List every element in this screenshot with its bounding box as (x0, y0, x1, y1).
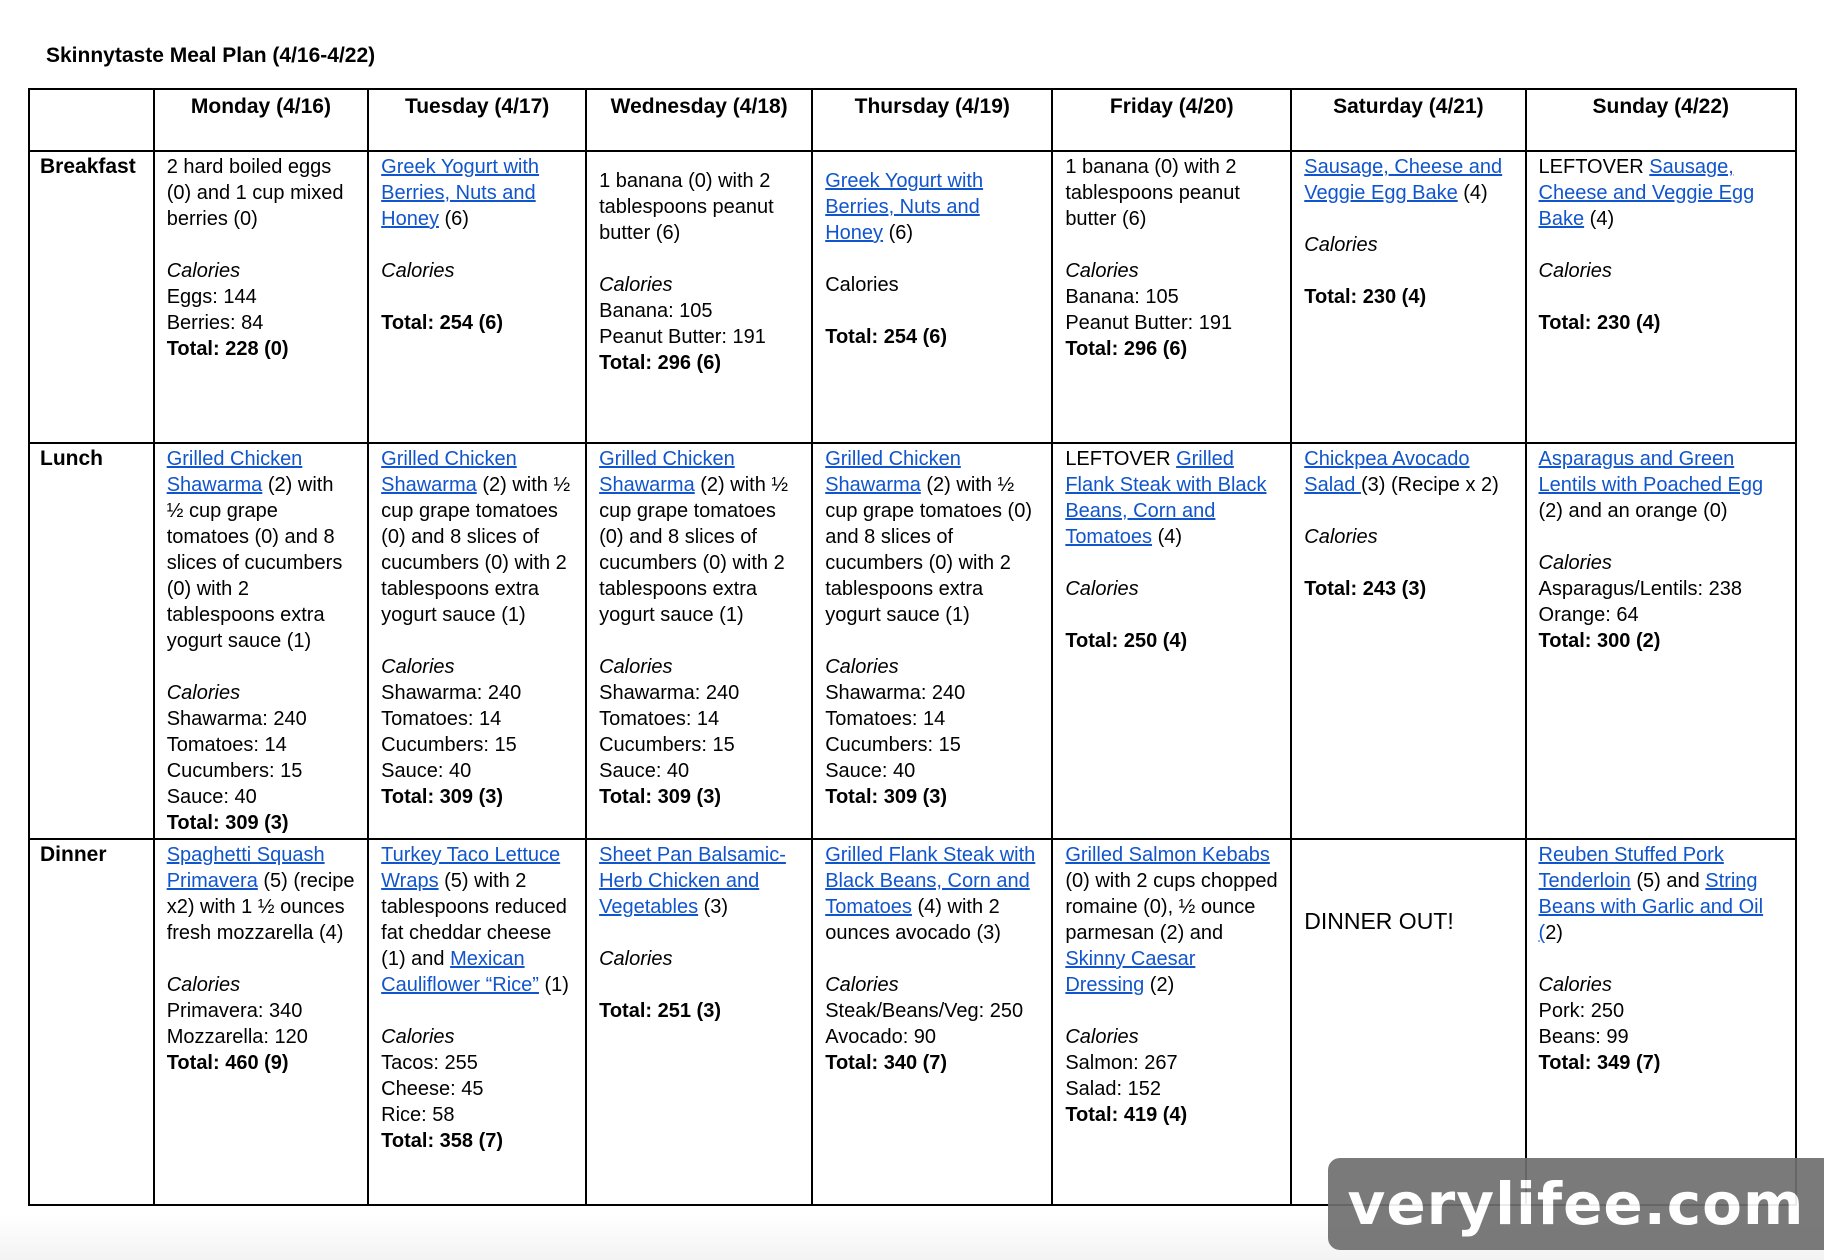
calories-heading: Calories (1304, 526, 1378, 548)
day-header: Tuesday (4/17) (368, 89, 586, 151)
meal-description (1539, 154, 1783, 232)
recipe-link[interactable]: Grilled Salmon Kebabs (1065, 844, 1270, 866)
meal-content (599, 842, 799, 1024)
description-text: (3) (Recipe x 2) (1360, 474, 1499, 496)
calorie-item: Sauce: 40 (599, 760, 690, 782)
spacer (167, 232, 355, 258)
meal-description (599, 446, 799, 628)
spacer (381, 284, 573, 310)
description-text: LEFTOVER (1538, 156, 1650, 178)
recipe-link[interactable]: Greek Yogurt with Berries, Nuts and Honey (381, 156, 540, 230)
description-text: (1) (538, 974, 569, 996)
calorie-item: Tomatoes: 14 (381, 708, 502, 730)
meal-cell (812, 151, 1052, 443)
meal-description (381, 842, 573, 998)
meal-content (1539, 154, 1783, 336)
description-text: 2) (1545, 922, 1563, 944)
spacer (825, 246, 1039, 272)
meal-content (599, 446, 799, 810)
meal-description (1065, 154, 1278, 232)
calories-heading: Calories (381, 260, 455, 282)
meal-content (1304, 446, 1512, 602)
calorie-item: Peanut Butter: 191 (599, 326, 766, 348)
description-text: (2) with ½ cup grape tomatoes (0) and 8 slices of cucumbers (0) with 2 tablespoons extra yogurt sauce (1) (599, 474, 789, 626)
lunch-row (29, 443, 1796, 839)
spacer (1065, 998, 1278, 1024)
meal-content (381, 446, 573, 810)
spacer (599, 246, 799, 272)
calorie-item: Rice: 58 (381, 1104, 455, 1126)
spacer (825, 946, 1039, 972)
description-text: (4) (1584, 208, 1615, 230)
calorie-item: Cheese: 45 (381, 1078, 484, 1100)
breakfast-row (29, 151, 1796, 443)
meal-cell (1052, 839, 1291, 1205)
meal-description (599, 842, 799, 920)
description-text: 1 banana (0) with 2 tablespoons peanut butter (6) (1065, 156, 1240, 230)
description-text: (4) with 2 ounces avocado (3) (825, 896, 1001, 944)
calorie-item: Orange: 64 (1538, 604, 1639, 626)
recipe-link[interactable]: Chickpea Avocado Salad (1304, 448, 1470, 496)
calorie-item: Tomatoes: 14 (166, 734, 287, 756)
recipe-link[interactable]: Sausage, Cheese and Veggie Egg Bake (1304, 156, 1503, 204)
calorie-total: Total: 296 (6) (1065, 338, 1188, 360)
calorie-item: Sauce: 40 (825, 760, 916, 782)
calorie-item: Cucumbers: 15 (166, 760, 303, 782)
recipe-link[interactable]: Grilled Flank Steak with Black Beans, Corn and Tomatoes (1065, 448, 1267, 548)
recipe-link[interactable]: Sheet Pan Balsamic-Herb Chicken and Vegetables (599, 844, 786, 918)
spacer (167, 654, 355, 680)
description-text: (3) (698, 896, 729, 918)
calories-heading: Calories (825, 974, 899, 996)
meal-content (1304, 154, 1512, 310)
spacer (1304, 258, 1512, 284)
meal-content (381, 154, 573, 336)
calorie-item: Shawarma: 240 (825, 682, 966, 704)
meal-cell (1526, 839, 1796, 1205)
calorie-item: Shawarma: 240 (599, 682, 740, 704)
description-text: (4) (1152, 526, 1183, 548)
meal-cell (1291, 151, 1525, 443)
spacer (1304, 498, 1512, 524)
calories-heading: Calories (166, 974, 241, 996)
meal-description (381, 446, 573, 628)
description-text: 1 banana (0) with 2 tablespoons peanut butter (6) (599, 170, 774, 244)
calorie-item: Tacos: 255 (381, 1052, 478, 1074)
watermark-text: verylifee.com (1347, 1170, 1805, 1238)
meal-cell (1291, 839, 1525, 1205)
recipe-link[interactable]: Grilled Flank Steak with Black Beans, Corn and Tomatoes (825, 844, 1036, 918)
meal-content (825, 842, 1039, 1076)
description-text: LEFTOVER (1065, 448, 1177, 470)
recipe-link[interactable]: Grilled Chicken Shawarma (599, 448, 735, 496)
day-header: Saturday (4/21) (1291, 89, 1525, 151)
calorie-item: Berries: 84 (166, 312, 264, 334)
calorie-total: Total: 358 (7) (381, 1130, 504, 1152)
meal-description (167, 154, 355, 232)
calories-heading: Calories (381, 656, 455, 678)
dinner-row (29, 839, 1796, 1205)
calorie-item: Shawarma: 240 (381, 682, 522, 704)
calorie-item: Beans: 99 (1538, 1026, 1629, 1048)
calorie-item: Banana: 105 (1065, 286, 1179, 308)
meal-plan-table (28, 88, 1797, 1206)
spacer (599, 972, 799, 998)
meal-description (825, 842, 1039, 946)
meal-cell (368, 443, 586, 839)
recipe-link[interactable]: Grilled Chicken Shawarma (825, 448, 961, 496)
meal-description (1539, 842, 1783, 946)
recipe-link[interactable]: Greek Yogurt with Berries, Nuts and Honey (825, 170, 984, 244)
calorie-total: Total: 296 (6) (599, 352, 721, 374)
calorie-total: Total: 228 (0) (166, 338, 289, 360)
calorie-total: Total: 230 (4) (1538, 312, 1661, 334)
meal-cell (368, 151, 586, 443)
day-header: Wednesday (4/18) (586, 89, 812, 151)
description-text: (0) with 2 cups chopped romaine (0), ½ ounce parmesan (2) and (1065, 870, 1278, 944)
calorie-total: Total: 309 (3) (825, 786, 948, 808)
recipe-link[interactable]: ( (1538, 922, 1546, 944)
meal-cell (154, 839, 368, 1205)
spacer (1539, 524, 1783, 550)
calories-heading: Calories (1538, 974, 1612, 996)
recipe-link[interactable]: Grilled Chicken Shawarma (166, 448, 303, 496)
meal-content (825, 446, 1039, 810)
meal-cell (586, 151, 812, 443)
calorie-total: Total: 309 (3) (599, 786, 721, 808)
calories-heading: Calories (825, 656, 899, 678)
recipe-link[interactable]: Sausage, Cheese and Veggie Egg Bake (1538, 156, 1755, 230)
calorie-total: Total: 254 (6) (381, 312, 504, 334)
description-text: (2) with ½ cup grape tomatoes (0) and 8 slices of cucumbers (0) with 2 tablespoons extra yogurt sauce (1) (381, 474, 571, 626)
calorie-item: Steak/Beans/Veg: 250 (825, 1000, 1024, 1022)
calorie-item: Asparagus/Lentils: 238 (1538, 578, 1742, 600)
calorie-item: Cucumbers: 15 (599, 734, 735, 756)
meal-description (1065, 842, 1278, 998)
spacer (1304, 550, 1512, 576)
description-text: (6) (438, 208, 469, 230)
watermark (1328, 1158, 1824, 1250)
meal-content (1539, 446, 1783, 654)
calorie-item: Banana: 105 (599, 300, 713, 322)
calorie-total: Total: 250 (4) (1065, 630, 1188, 652)
calorie-item: Pork: 250 (1538, 1000, 1625, 1022)
meal-content (381, 842, 573, 1154)
meal-description (167, 446, 355, 654)
calorie-item: Salmon: 267 (1065, 1052, 1178, 1074)
day-header: Thursday (4/19) (812, 89, 1052, 151)
recipe-link[interactable]: Mexican Cauliflower “Rice” (381, 948, 539, 996)
calories-heading: Calories (599, 656, 673, 678)
meal-cell (154, 443, 368, 839)
calories-heading: Calories (1065, 578, 1139, 600)
calorie-item: Sauce: 40 (166, 786, 257, 808)
meal-cell (1291, 443, 1525, 839)
calorie-total: Total: 300 (2) (1538, 630, 1661, 652)
recipe-link[interactable]: Skinny Caesar Dressing (1065, 948, 1196, 996)
calories-heading: Calories (1304, 234, 1378, 256)
description-text: (4) (1457, 182, 1488, 204)
description-text: (2) with ½ cup grape tomatoes (0) and 8 slices of cucumbers (0) with 2 tablespoons extra yogurt sauce (1) (825, 474, 1032, 626)
spacer (599, 920, 799, 946)
calorie-total: Total: 419 (4) (1065, 1104, 1188, 1126)
calories-heading: Calories (1538, 552, 1612, 574)
meal-cell (1526, 151, 1796, 443)
spacer (1304, 206, 1512, 232)
meal-description (825, 446, 1039, 628)
meal-description (167, 842, 355, 946)
recipe-link[interactable]: Turkey Taco Lettuce Wraps (381, 844, 561, 892)
meal-label-breakfast: Breakfast (29, 151, 154, 443)
calorie-item: Eggs: 144 (166, 286, 257, 308)
calorie-item: Peanut Butter: 191 (1065, 312, 1233, 334)
description-text: (5) and (1630, 870, 1706, 892)
calorie-total: Total: 349 (7) (1538, 1052, 1661, 1074)
day-header: Monday (4/16) (154, 89, 368, 151)
meal-description (1065, 446, 1278, 550)
day-header: Sunday (4/22) (1526, 89, 1796, 151)
calories-heading: Calories (599, 948, 673, 970)
recipe-link[interactable]: Reuben Stuffed Pork Tenderloin (1538, 844, 1724, 892)
calorie-item: Shawarma: 240 (166, 708, 307, 730)
meal-description (1304, 446, 1512, 498)
calorie-total: Total: 460 (9) (166, 1052, 289, 1074)
calories-heading: Calories (1065, 260, 1139, 282)
meal-cell (1052, 443, 1291, 839)
meal-content (1065, 154, 1278, 362)
description-text: (5) (recipe x2) with 1 ½ ounces fresh mozzarella (4) (166, 870, 355, 944)
calories-heading: Calories (599, 274, 673, 296)
spacer (1539, 232, 1783, 258)
meal-description (599, 168, 799, 246)
calorie-item: Primavera: 340 (166, 1000, 303, 1022)
description-text: (2) (1144, 974, 1175, 996)
meal-content (599, 154, 799, 376)
spacer (825, 298, 1039, 324)
meal-content (1065, 842, 1278, 1128)
calorie-total: Total: 309 (3) (166, 812, 289, 834)
calorie-item: Cucumbers: 15 (825, 734, 961, 756)
meal-label-dinner: Dinner (29, 839, 154, 1205)
meal-description (1539, 446, 1783, 524)
meal-cell (1052, 151, 1291, 443)
meal-description (825, 168, 1039, 246)
day-header: Friday (4/20) (1052, 89, 1291, 151)
recipe-link[interactable]: Spaghetti Squash Primavera (166, 844, 325, 892)
spacer (167, 946, 355, 972)
description-text: 2 hard boiled eggs (0) and 1 cup mixed berries (0) (166, 156, 344, 230)
spacer (1065, 602, 1278, 628)
meal-content (1065, 446, 1278, 654)
meal-content (167, 842, 355, 1076)
meal-cell (368, 839, 586, 1205)
calories-heading: Calories (166, 260, 241, 282)
spacer (1065, 550, 1278, 576)
spacer (381, 628, 573, 654)
meal-cell (1526, 443, 1796, 839)
calories-heading: Calories (166, 682, 241, 704)
calorie-item: Avocado: 90 (825, 1026, 937, 1048)
calories-heading: Calories (381, 1026, 455, 1048)
spacer (1539, 284, 1783, 310)
meal-label-lunch: Lunch (29, 443, 154, 839)
meal-cell (586, 839, 812, 1205)
spacer (599, 628, 799, 654)
calorie-total: Total: 251 (3) (599, 1000, 721, 1022)
meal-content (167, 446, 355, 836)
calories-heading: Calories (1538, 260, 1612, 282)
spacer (381, 232, 573, 258)
calorie-item: Salad: 152 (1065, 1078, 1161, 1100)
spacer (825, 628, 1039, 654)
recipe-link[interactable]: String Beans with Garlic and Oil (1538, 870, 1764, 918)
spacer (1539, 946, 1783, 972)
calories-heading: Calories (825, 274, 899, 296)
meal-cell (586, 443, 812, 839)
meal-cell (154, 151, 368, 443)
meal-cell (812, 443, 1052, 839)
calorie-item: Cucumbers: 15 (381, 734, 517, 756)
meal-content (825, 154, 1039, 350)
calorie-total: Total: 254 (6) (825, 326, 948, 348)
page-title: Skinnytaste Meal Plan (4/16-4/22) (46, 44, 376, 67)
calorie-item: Tomatoes: 14 (599, 708, 720, 730)
description-text: (2) and an orange (0) (1538, 500, 1728, 522)
meal-cell (812, 839, 1052, 1205)
calories-heading: Calories (1065, 1026, 1139, 1048)
description-text: (6) (883, 222, 914, 244)
calorie-total: Total: 230 (4) (1304, 286, 1427, 308)
dinner-out-note: DINNER OUT! (1304, 908, 1454, 934)
spacer (381, 998, 573, 1024)
description-text: (5) with 2 tablespoons reduced fat cheddar cheese (1) and (381, 870, 567, 970)
recipe-link[interactable]: Grilled Chicken Shawarma (381, 448, 517, 496)
day-header-row (29, 89, 1796, 151)
spacer (1065, 232, 1278, 258)
calorie-total: Total: 309 (3) (381, 786, 504, 808)
meal-content (167, 154, 355, 362)
calorie-item: Tomatoes: 14 (825, 708, 946, 730)
meal-content (1539, 842, 1783, 1076)
meal-description (381, 154, 573, 232)
description-text: (2) with ½ cup grape tomatoes (0) and 8 slices of cucumbers (0) with 2 tablespoons extra yogurt sauce (1) (166, 474, 343, 652)
corner-cell (29, 89, 154, 151)
calorie-item: Sauce: 40 (381, 760, 472, 782)
calorie-total: Total: 243 (3) (1304, 578, 1427, 600)
calorie-total: Total: 340 (7) (825, 1052, 948, 1074)
meal-description (1304, 154, 1512, 206)
calorie-item: Mozzarella: 120 (166, 1026, 308, 1048)
recipe-link[interactable]: Asparagus and Green Lentils with Poached Egg (1538, 448, 1764, 496)
